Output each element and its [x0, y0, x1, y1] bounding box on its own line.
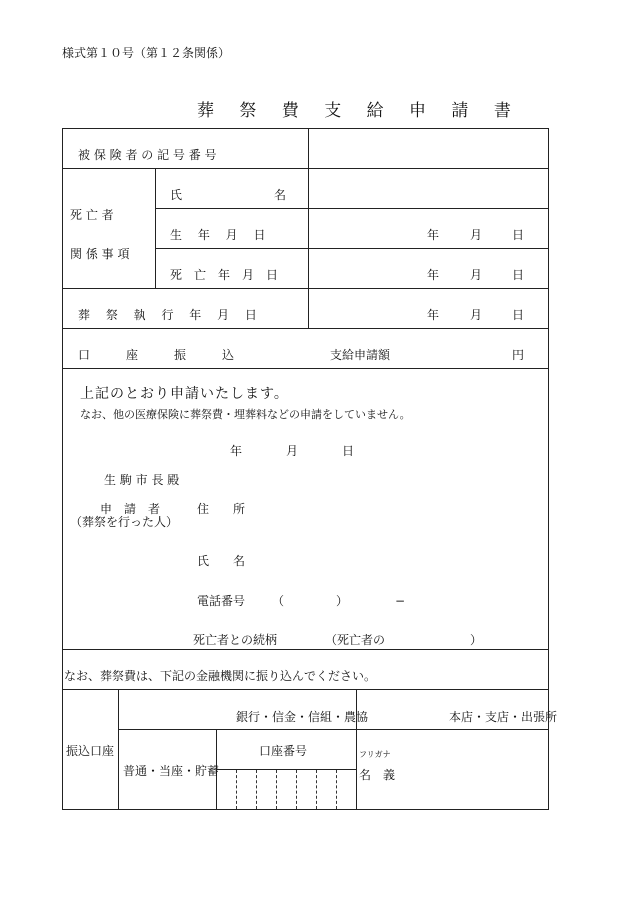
- phone-paren-close: ）: [336, 594, 349, 608]
- phone-dash: −: [395, 594, 406, 608]
- addressee: 生 駒 市 長 殿: [104, 473, 180, 487]
- death-month-unit: 月: [470, 268, 483, 282]
- yen-unit: 円: [512, 348, 525, 362]
- branch-name-field[interactable]: [357, 690, 447, 728]
- phone-paren-open: （: [272, 594, 285, 608]
- furigana-label: フリガナ: [359, 750, 391, 759]
- account-holder-label: 名 義: [359, 768, 396, 782]
- declaration-text: 上記のとおり申請いたします。: [80, 386, 289, 402]
- institution-types: 銀行・信金・信組・農協: [236, 710, 369, 724]
- account-types[interactable]: 普通・当座・貯蓄: [123, 764, 220, 778]
- relation-label: 死亡者との続柄: [193, 633, 278, 647]
- account-number-label: 口座番号: [259, 744, 308, 758]
- account-holder-field[interactable]: [395, 740, 545, 805]
- death-day-unit: 日: [512, 268, 525, 282]
- amount-label: 支給申請額: [330, 348, 391, 362]
- relation-paren-open: （死亡者の: [325, 633, 386, 647]
- form-code: 様式第１０号（第１２条関係）: [62, 46, 231, 60]
- bank-instruction: なお、葬祭費は、下記の金融機関に振り込んでください。: [64, 669, 377, 683]
- address-label: 住 所: [197, 502, 246, 516]
- birth-day-unit: 日: [512, 228, 525, 242]
- funeral-day-unit: 日: [512, 308, 525, 322]
- relation-field[interactable]: [392, 629, 472, 651]
- applicant-name-field[interactable]: [260, 550, 540, 572]
- death-year-unit: 年: [427, 268, 440, 282]
- deceased-label: 死 亡 者: [70, 208, 114, 222]
- account-number-field[interactable]: [217, 770, 356, 809]
- transfer-account-label: 振込口座: [66, 744, 115, 758]
- account-transfer-label: 口 座 振 込: [78, 348, 235, 362]
- branch-types: 本店・支店・出張所: [449, 710, 558, 724]
- applicant-label: 申 請 者: [100, 502, 161, 516]
- application-month-unit: 月: [286, 444, 299, 458]
- funeral-date-label: 葬 祭 執 行 年 月 日: [78, 308, 257, 322]
- deceased-name-label-2: 名: [274, 188, 287, 202]
- birth-date-label: 生 年 月 日: [170, 228, 266, 242]
- phone-label: 電話番号: [197, 594, 246, 608]
- insured-number-field[interactable]: [309, 129, 547, 167]
- bank-name-field[interactable]: [119, 690, 234, 728]
- phone-exchange-field[interactable]: [350, 590, 390, 612]
- address-field[interactable]: [260, 498, 540, 520]
- birth-month-unit: 月: [470, 228, 483, 242]
- declaration-note: なお、他の医療保険に葬祭費・埋葬料などの申請をしていません。: [80, 408, 411, 421]
- amount-field[interactable]: [400, 329, 510, 367]
- application-day-unit: 日: [342, 444, 355, 458]
- deceased-name-field[interactable]: [309, 169, 547, 207]
- relation-paren-close: ）: [470, 633, 483, 647]
- applicant-name-label: 氏 名: [197, 554, 246, 568]
- related-matters-label: 関 係 事 項: [70, 247, 130, 261]
- funeral-month-unit: 月: [470, 308, 483, 322]
- phone-area-code-field[interactable]: [285, 590, 335, 612]
- page-title: 葬 祭 費 支 給 申 請 書: [197, 101, 521, 121]
- deceased-name-label-1: 氏: [170, 188, 183, 202]
- insured-number-label: 被 保 険 者 の 記 号 番 号: [78, 148, 217, 162]
- birth-year-unit: 年: [427, 228, 440, 242]
- funeral-year-unit: 年: [427, 308, 440, 322]
- death-date-label: 死 亡 年 月 日: [170, 268, 279, 282]
- phone-number-field[interactable]: [410, 590, 470, 612]
- applicant-sub-label: （葬祭を行った人）: [70, 515, 179, 529]
- application-year-unit: 年: [230, 444, 243, 458]
